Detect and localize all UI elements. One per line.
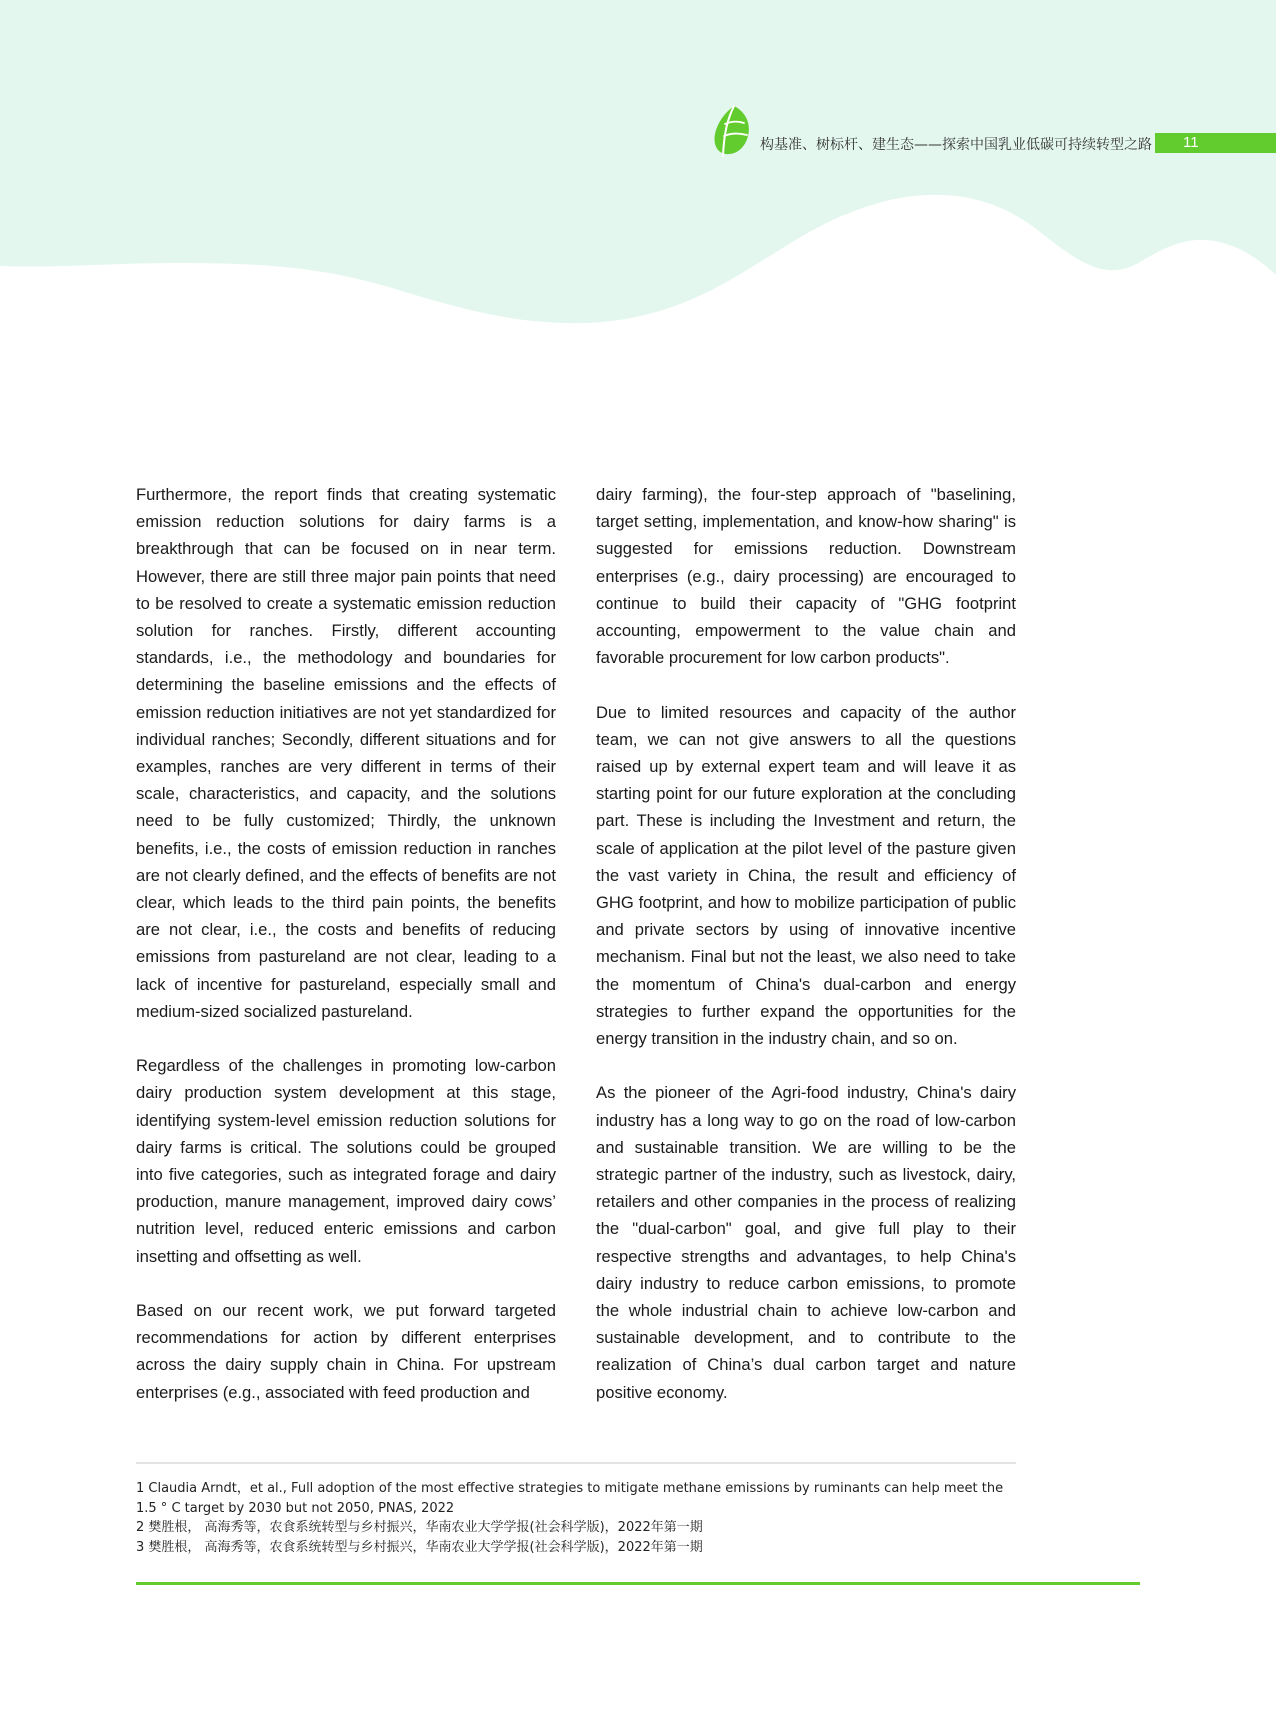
leaf-icon (712, 104, 752, 158)
footnote-3: 3 樊胜根， 高海秀等，农食系统转型与乡村振兴，华南农业大学学报(社会科学版)，2022年第一期 (136, 1539, 703, 1555)
footnote-divider (136, 1462, 1016, 1464)
footnote-1: 1 Claudia Arndt，et al., Full adoption of the most effective strategies to mitigate methane emissions by ruminants can help meet the 1.5 ° C target by 2030 but not 2050, PNAS, 2022 (136, 1481, 1004, 1516)
footnote-2: 2 樊胜根， 高海秀等，农食系统转型与乡村振兴，华南农业大学学报(社会科学版)，2022年第一期 (136, 1520, 703, 1535)
body-paragraph: As the pioneer of the Agri-food industry, China's dairy industry has a long way to go on the road of low-carbon and sustainable transition. We are willing to be the strategic partner of the industry, such as livestock, dairy, retailers and other companies in the process of realizing the "dual-carbon" goal, and give full play to their respective strengths and advantages, to help China's dairy industry to reduce carbon emissions, to promote the whole industrial chain to achieve low-carbon and sustainable development, and to contribute to the realization of China’s dual carbon target and nature positive economy. (596, 1083, 1016, 1402)
bottom-accent-rule (136, 1582, 1140, 1585)
body-paragraph: Due to limited resources and capacity of the author team, we can not give answers to all the questions raised up by external expert team and will leave it as starting point for our future exploration at the concluding part. These is including the Investment and return, the scale of application at the pilot level of the pasture given the vast variety in China, the result and efficiency of GHG footprint, and how to mobilize participation of public and private sectors by using of innovative incentive mechanism. Final but not the least, we also need to take the momentum of China's dual-carbon and energy strategies to further expand the opportunities for the energy transition in the industry chain, and so on. (596, 702, 1016, 1049)
body-paragraph: Based on our recent work, we put forward targeted recommendations for action by different enterprises across the dairy supply chain in China. For upstream enterprises (e.g., associated with feed production and (136, 1301, 556, 1402)
footnotes (136, 1479, 1016, 1557)
running-header-title: 构基准、树标杆、建生态——探索中国乳业低碳可持续转型之路 (760, 137, 1152, 153)
left-text-column (136, 481, 556, 1406)
body-paragraph: Regardless of the challenges in promoting low-carbon dairy production system development at this stage, identifying system-level emission reduction solutions for dairy farms is critical. The solutions could be grouped into five categories, such as integrated forage and dairy production, manure management, improved dairy cows’ nutrition level, reduced enteric emissions and carbon insetting and offsetting as well. (136, 1056, 556, 1266)
page-number: 11 (1183, 134, 1199, 151)
header-wave-background (0, 0, 1276, 340)
body-paragraph: Furthermore, the report finds that creating systematic emission reduction solutions for dairy farms is a breakthrough that can be focused on in near term. However, there are still three major pain points that need to be resolved to create a systematic emission reduction solution for ranches. Firstly, different accounting standards, i.e., the methodology and boundaries for determining the baseline emissions and the effects of emission reduction initiatives are not yet standardized for individual ranches; Secondly, different situations and for examples, ranches are very different in terms of their scale, characteristics, and capacity, and the solutions need to be fully customized; Thirdly, the unknown benefits, i.e., the costs of emission reduction in ranches are not clearly defined, and the effects of benefits are not clear, which leads to the third pain points, the benefits are not clear, i.e., the costs and benefits of reducing emissions from pastureland are not clear, leading to a lack of incentive for pastureland, especially small and medium-sized socialized pastureland. (136, 485, 556, 1021)
body-paragraph: dairy farming), the four-step approach of "baselining, target setting, implementation, and know-how sharing" is suggested for emissions reduction. Downstream enterprises (e.g., dairy processing) are encouraged to continue to build their capacity of "GHG footprint accounting, empowerment to the value chain and favorable procurement for low carbon products". (596, 485, 1016, 668)
page-number-tab (1155, 133, 1276, 153)
right-text-column (596, 481, 1016, 1406)
